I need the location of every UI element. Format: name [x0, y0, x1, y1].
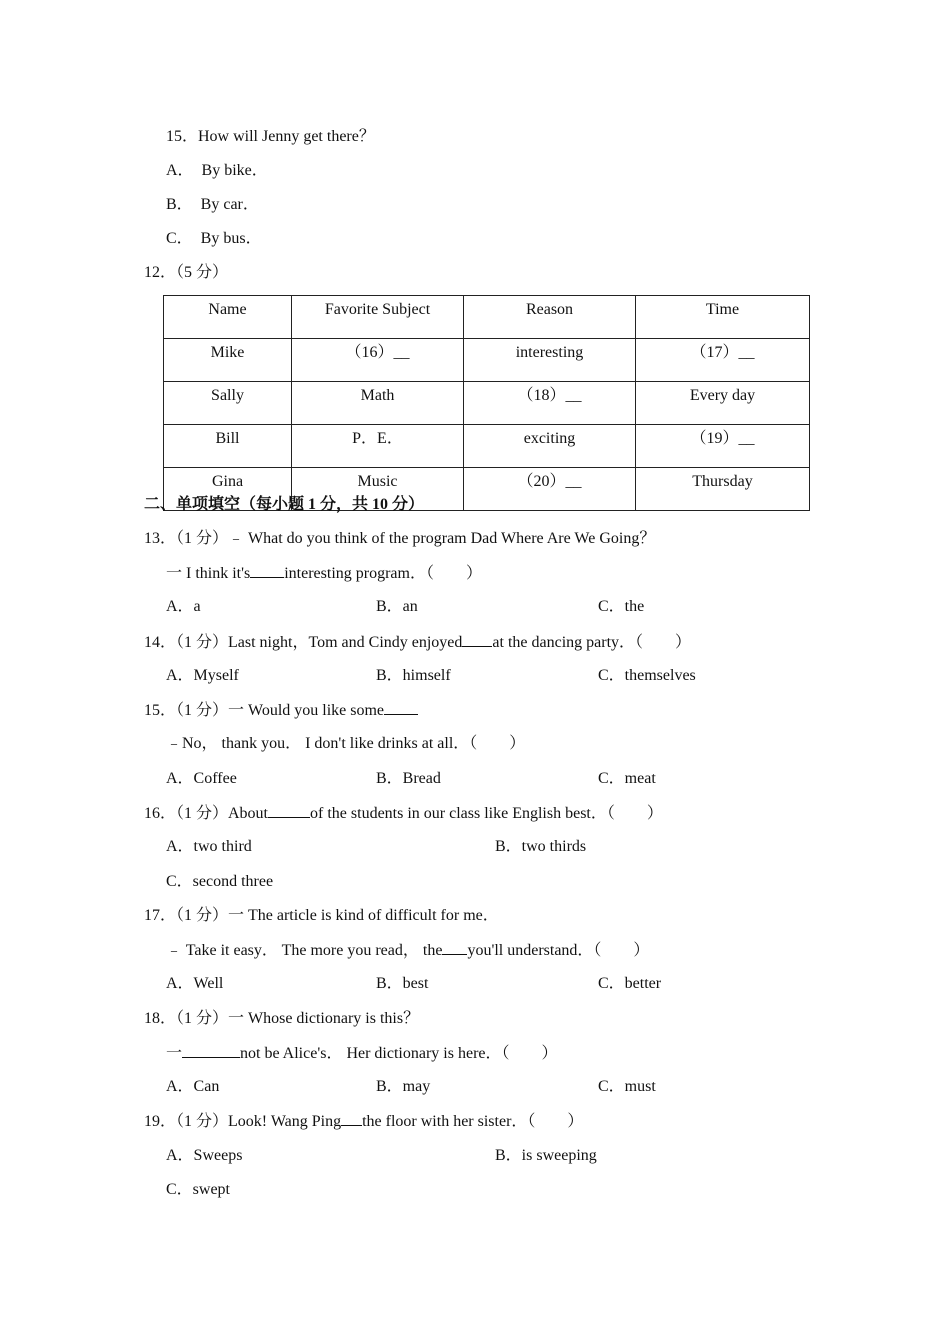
answer-blank: [384, 700, 418, 715]
q13-option-c: C．the: [598, 598, 645, 615]
q19-option-c: C．swept: [166, 1181, 231, 1198]
q13-option-a: A．a: [166, 598, 201, 615]
q15-line2: ﹣No， thank you． I don't like drinks at all．（ ）: [166, 735, 526, 752]
q18-option-c: C．must: [598, 1078, 656, 1095]
table-header-cell: Time: [636, 296, 810, 339]
table-cell: Bill: [164, 425, 292, 468]
q18-option-a: A．Can: [166, 1078, 220, 1095]
q19-option-b: B．is sweeping: [495, 1147, 597, 1164]
answer-blank: [442, 940, 467, 955]
answer-blank: [250, 563, 284, 578]
q15-stem-a: 15．（1 分）一 Would you like some: [144, 702, 385, 719]
table-cell: Music: [292, 468, 464, 511]
table-cell: exciting: [464, 425, 636, 468]
q15-option-a: A．Coffee: [166, 770, 237, 787]
section-2-heading: 二、单项填空（每小题 1 分，共 10 分）: [144, 496, 425, 513]
table-cell: （18）__: [464, 382, 636, 425]
table-cell: （20）__: [464, 468, 636, 511]
q15-prev-option-a: A． By bike．: [166, 162, 268, 179]
q19-stem-a: 19．（1 分）Look! Wang Ping: [144, 1113, 342, 1130]
q14-stem-a: 14．（1 分）Last night，Tom and Cindy enjoyed: [144, 634, 463, 651]
q17-option-b: B．best: [376, 975, 429, 992]
q14-option-c: C．themselves: [598, 667, 696, 684]
table-cell: （19）__: [636, 425, 810, 468]
table-cell: （16）__: [292, 339, 464, 382]
q13-line2-a: 一 I think it's: [166, 565, 251, 582]
table-row: [164, 382, 810, 425]
q17-stem: 17．（1 分）一 The article is kind of difficult for me．: [144, 907, 499, 924]
table-header-cell: Favorite Subject: [292, 296, 464, 339]
q13-line2: [166, 563, 482, 584]
answer-blank: [268, 803, 310, 818]
q14-stem: [144, 632, 691, 653]
q18-stem: 18．（1 分）一 Whose dictionary is this？: [144, 1010, 420, 1027]
q17-option-c: C．better: [598, 975, 662, 992]
q12-table: [163, 295, 810, 511]
q14-option-a: A．Myself: [166, 667, 239, 684]
table-cell: Gina: [164, 468, 292, 511]
answer-blank: [182, 1043, 240, 1058]
table-header-row: [164, 296, 810, 339]
q13-option-b: B．an: [376, 598, 418, 615]
table-row: [164, 425, 810, 468]
q16-stem: [144, 803, 663, 824]
table-cell: Thursday: [636, 468, 810, 511]
q16-option-c: C．second three: [166, 873, 274, 890]
table-cell: Sally: [164, 382, 292, 425]
q16-stem-a: 16．（1 分）About: [144, 805, 269, 822]
q15-prev-stem: 15．How will Jenny get there？: [166, 128, 375, 145]
table-cell: Every day: [636, 382, 810, 425]
q17-line2-b: you'll understand．（ ）: [467, 942, 650, 959]
table-header-cell: Name: [164, 296, 292, 339]
q17-option-a: A．Well: [166, 975, 224, 992]
q16-stem-b: of the students in our class like English best．（ ）: [310, 805, 663, 822]
q18-line2-a: 一: [166, 1045, 183, 1062]
table-cell: Mike: [164, 339, 292, 382]
table-cell: P．E．: [292, 425, 464, 468]
q13-line2-b: interesting program．（ ）: [284, 565, 482, 582]
q19-option-a: A．Sweeps: [166, 1147, 243, 1164]
q13-stem: 13．（1 分）﹣ What do you think of the program Dad Where Are We Going？: [144, 530, 656, 547]
q19-stem-b: the floor with her sister．（ ）: [362, 1113, 584, 1130]
q16-option-a: A．two third: [166, 838, 252, 855]
answer-blank: [462, 632, 492, 647]
q15-option-b: B．Bread: [376, 770, 441, 787]
q18-line2-b: not be Alice's． Her dictionary is here．（ ）: [240, 1045, 558, 1062]
q17-line2: [166, 940, 649, 961]
q18-line2: [166, 1043, 558, 1064]
q18-option-b: B．may: [376, 1078, 431, 1095]
q16-option-b: B．two thirds: [495, 838, 587, 855]
table-row: [164, 339, 810, 382]
table-cell: （17）__: [636, 339, 810, 382]
q17-line2-a: ﹣ Take it easy． The more you read， the: [166, 942, 443, 959]
q14-option-b: B．himself: [376, 667, 451, 684]
q12-label: 12．（5 分）: [144, 264, 229, 281]
q15-stem: [144, 700, 418, 721]
q14-stem-b: at the dancing party．（ ）: [492, 634, 692, 651]
q19-stem: [144, 1111, 583, 1132]
answer-blank: [341, 1111, 362, 1126]
table-header-cell: Reason: [464, 296, 636, 339]
table-cell: Math: [292, 382, 464, 425]
q15-prev-option-b: B． By car．: [166, 196, 259, 213]
table-cell: interesting: [464, 339, 636, 382]
q15-prev-option-c: C． By bus．: [166, 230, 262, 247]
q15-option-c: C．meat: [598, 770, 656, 787]
